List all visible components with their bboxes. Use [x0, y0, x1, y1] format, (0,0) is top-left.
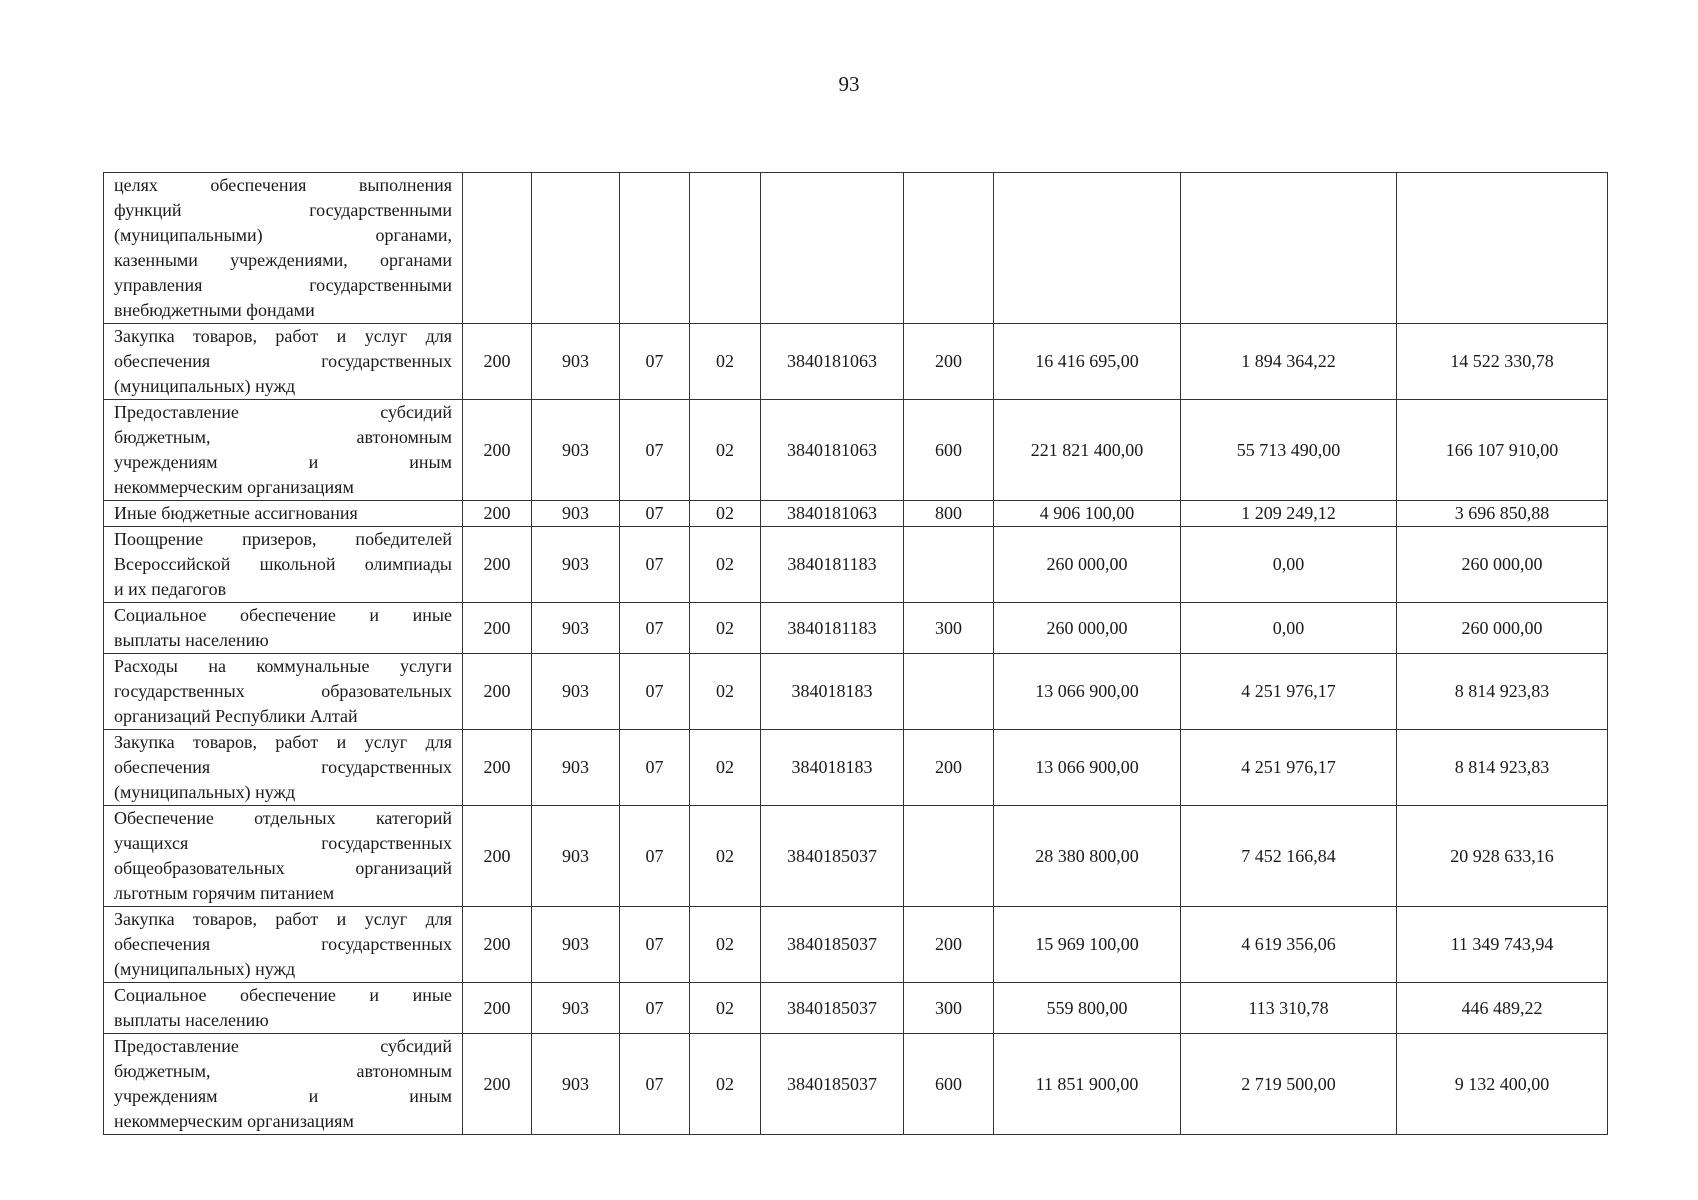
cell-executed: 55 713 490,00 — [1181, 400, 1397, 501]
cell-csr: 384018183 — [761, 730, 904, 806]
description-line: Предоставление субсидий — [114, 1036, 452, 1056]
cell-section: 07 — [620, 983, 690, 1034]
cell-description — [104, 806, 463, 907]
cell-admin: 200 — [463, 806, 532, 907]
cell-csr: 3840181183 — [761, 603, 904, 654]
cell-plan: 260 000,00 — [994, 527, 1181, 603]
cell-grbs: 903 — [532, 603, 620, 654]
cell-admin: 200 — [463, 501, 532, 527]
cell-vr: 200 — [904, 907, 994, 983]
cell-subsection: 02 — [690, 527, 761, 603]
cell-executed: 4 619 356,06 — [1181, 907, 1397, 983]
description-line: Закупка товаров, работ и услуг для — [114, 326, 452, 346]
cell-subsection: 02 — [690, 501, 761, 527]
description-line: Всероссийской школьной олимпиады — [114, 554, 452, 574]
table-row — [104, 324, 1608, 400]
description-line: Закупка товаров, работ и услуг для — [114, 732, 452, 752]
cell-executed: 2 719 500,00 — [1181, 1034, 1397, 1135]
cell-subsection — [690, 173, 761, 324]
table-row — [104, 983, 1608, 1034]
cell-executed — [1181, 173, 1397, 324]
cell-csr: 3840185037 — [761, 907, 904, 983]
cell-plan — [994, 173, 1181, 324]
page-number: 93 — [838, 72, 860, 96]
cell-subsection: 02 — [690, 806, 761, 907]
cell-plan: 11 851 900,00 — [994, 1034, 1181, 1135]
table-row — [104, 400, 1608, 501]
cell-remaining: 260 000,00 — [1397, 603, 1608, 654]
cell-plan: 260 000,00 — [994, 603, 1181, 654]
cell-remaining: 166 107 910,00 — [1397, 400, 1608, 501]
description-line: функций государственными — [114, 200, 452, 220]
description-line: некоммерческим организациям — [114, 477, 354, 497]
cell-description — [104, 527, 463, 603]
table-row — [104, 806, 1608, 907]
cell-grbs: 903 — [532, 400, 620, 501]
cell-remaining: 9 132 400,00 — [1397, 1034, 1608, 1135]
cell-section: 07 — [620, 603, 690, 654]
cell-grbs: 903 — [532, 527, 620, 603]
cell-grbs: 903 — [532, 730, 620, 806]
description-line: учреждениям и иным — [114, 1086, 452, 1106]
cell-admin — [463, 173, 532, 324]
cell-grbs: 903 — [532, 501, 620, 527]
cell-remaining: 8 814 923,83 — [1397, 730, 1608, 806]
cell-csr: 3840181063 — [761, 324, 904, 400]
description-line: целях обеспечения выполнения — [114, 175, 452, 195]
cell-subsection: 02 — [690, 654, 761, 730]
cell-section — [620, 173, 690, 324]
cell-grbs: 903 — [532, 907, 620, 983]
cell-executed: 0,00 — [1181, 603, 1397, 654]
cell-vr — [904, 173, 994, 324]
cell-plan: 15 969 100,00 — [994, 907, 1181, 983]
cell-executed: 7 452 166,84 — [1181, 806, 1397, 907]
cell-remaining: 14 522 330,78 — [1397, 324, 1608, 400]
cell-plan: 4 906 100,00 — [994, 501, 1181, 527]
cell-admin: 200 — [463, 654, 532, 730]
description-line: бюджетным, автономным — [114, 1061, 452, 1081]
cell-admin: 200 — [463, 1034, 532, 1135]
description-line: казенными учреждениями, органами — [114, 250, 452, 270]
description-line: выплаты населению — [114, 1010, 269, 1030]
table-row — [104, 603, 1608, 654]
cell-admin: 200 — [463, 983, 532, 1034]
description-line: бюджетным, автономным — [114, 427, 452, 447]
description-line: учреждениям и иным — [114, 452, 452, 472]
description-line: учащихся государственных — [114, 833, 452, 853]
cell-section: 07 — [620, 654, 690, 730]
cell-remaining — [1397, 173, 1608, 324]
description-line: управления государственными — [114, 275, 452, 295]
cell-admin: 200 — [463, 400, 532, 501]
description-line: и их педагогов — [114, 579, 227, 599]
cell-description — [104, 400, 463, 501]
description-line: обеспечения государственных — [114, 351, 452, 371]
cell-section: 07 — [620, 400, 690, 501]
cell-vr: 600 — [904, 1034, 994, 1135]
cell-remaining: 446 489,22 — [1397, 983, 1608, 1034]
cell-csr: 3840185037 — [761, 1034, 904, 1135]
description-line: (муниципальных) нужд — [114, 376, 296, 396]
cell-admin: 200 — [463, 907, 532, 983]
description-line: организаций Республики Алтай — [114, 706, 358, 726]
cell-vr: 300 — [904, 983, 994, 1034]
description-line: общеобразовательных организаций — [114, 858, 452, 878]
cell-subsection: 02 — [690, 400, 761, 501]
cell-section: 07 — [620, 1034, 690, 1135]
cell-plan: 559 800,00 — [994, 983, 1181, 1034]
cell-vr: 200 — [904, 324, 994, 400]
cell-plan: 13 066 900,00 — [994, 730, 1181, 806]
table-row — [104, 1034, 1608, 1135]
cell-subsection: 02 — [690, 324, 761, 400]
cell-csr: 3840181063 — [761, 501, 904, 527]
cell-csr — [761, 173, 904, 324]
description-line: обеспечения государственных — [114, 757, 452, 777]
cell-plan: 221 821 400,00 — [994, 400, 1181, 501]
cell-description — [104, 501, 463, 527]
cell-vr — [904, 527, 994, 603]
cell-vr — [904, 654, 994, 730]
cell-csr: 3840181183 — [761, 527, 904, 603]
table-row — [104, 173, 1608, 324]
cell-description — [104, 907, 463, 983]
description-line: внебюджетными фондами — [114, 300, 315, 320]
cell-executed: 4 251 976,17 — [1181, 730, 1397, 806]
description-line: государственных образовательных — [114, 681, 452, 701]
table-row — [104, 654, 1608, 730]
description-line: Иные бюджетные ассигнования — [114, 503, 358, 523]
cell-csr: 3840185037 — [761, 806, 904, 907]
cell-csr: 3840181063 — [761, 400, 904, 501]
cell-executed: 1 894 364,22 — [1181, 324, 1397, 400]
cell-section: 07 — [620, 501, 690, 527]
description-line: Социальное обеспечение и иные — [114, 605, 452, 625]
cell-subsection: 02 — [690, 907, 761, 983]
cell-executed: 4 251 976,17 — [1181, 654, 1397, 730]
cell-vr: 800 — [904, 501, 994, 527]
cell-remaining: 260 000,00 — [1397, 527, 1608, 603]
description-line: льготным горячим питанием — [114, 883, 335, 903]
cell-grbs: 903 — [532, 324, 620, 400]
description-line: Обеспечение отдельных категорий — [114, 808, 452, 828]
cell-subsection: 02 — [690, 730, 761, 806]
cell-admin: 200 — [463, 527, 532, 603]
cell-subsection: 02 — [690, 603, 761, 654]
cell-section: 07 — [620, 806, 690, 907]
description-line: (муниципальных) нужд — [114, 959, 296, 979]
description-line: Расходы на коммунальные услуги — [114, 656, 452, 676]
cell-executed: 113 310,78 — [1181, 983, 1397, 1034]
cell-description — [104, 603, 463, 654]
description-line: Социальное обеспечение и иные — [114, 985, 452, 1005]
cell-grbs: 903 — [532, 983, 620, 1034]
cell-section: 07 — [620, 730, 690, 806]
cell-description — [104, 730, 463, 806]
cell-grbs: 903 — [532, 1034, 620, 1135]
description-line: выплаты населению — [114, 630, 269, 650]
table-row — [104, 501, 1608, 527]
description-line: обеспечения государственных — [114, 934, 452, 954]
cell-remaining: 20 928 633,16 — [1397, 806, 1608, 907]
description-line: (муниципальных) нужд — [114, 782, 296, 802]
cell-plan: 16 416 695,00 — [994, 324, 1181, 400]
cell-remaining: 8 814 923,83 — [1397, 654, 1608, 730]
cell-remaining: 11 349 743,94 — [1397, 907, 1608, 983]
cell-description — [104, 1034, 463, 1135]
table-row — [104, 907, 1608, 983]
cell-description — [104, 173, 463, 324]
description-line: Закупка товаров, работ и услуг для — [114, 909, 452, 929]
cell-vr — [904, 806, 994, 907]
cell-grbs — [532, 173, 620, 324]
cell-vr: 300 — [904, 603, 994, 654]
cell-admin: 200 — [463, 324, 532, 400]
description-line: Поощрение призеров, победителей — [114, 529, 452, 549]
cell-subsection: 02 — [690, 983, 761, 1034]
cell-executed: 0,00 — [1181, 527, 1397, 603]
table-row — [104, 730, 1608, 806]
cell-admin: 200 — [463, 603, 532, 654]
cell-section: 07 — [620, 324, 690, 400]
cell-vr: 200 — [904, 730, 994, 806]
description-line: (муниципальными) органами, — [114, 225, 452, 245]
cell-section: 07 — [620, 907, 690, 983]
cell-vr: 600 — [904, 400, 994, 501]
cell-csr: 384018183 — [761, 654, 904, 730]
cell-grbs: 903 — [532, 654, 620, 730]
cell-csr: 3840185037 — [761, 983, 904, 1034]
cell-grbs: 903 — [532, 806, 620, 907]
cell-remaining: 3 696 850,88 — [1397, 501, 1608, 527]
cell-subsection: 02 — [690, 1034, 761, 1135]
cell-description — [104, 654, 463, 730]
table-row — [104, 527, 1608, 603]
cell-description — [104, 983, 463, 1034]
description-line: Предоставление субсидий — [114, 402, 452, 422]
cell-admin: 200 — [463, 730, 532, 806]
cell-section: 07 — [620, 527, 690, 603]
budget-table — [103, 172, 1608, 1135]
cell-plan: 13 066 900,00 — [994, 654, 1181, 730]
description-line: некоммерческим организациям — [114, 1111, 354, 1131]
cell-plan: 28 380 800,00 — [994, 806, 1181, 907]
cell-executed: 1 209 249,12 — [1181, 501, 1397, 527]
cell-description — [104, 324, 463, 400]
